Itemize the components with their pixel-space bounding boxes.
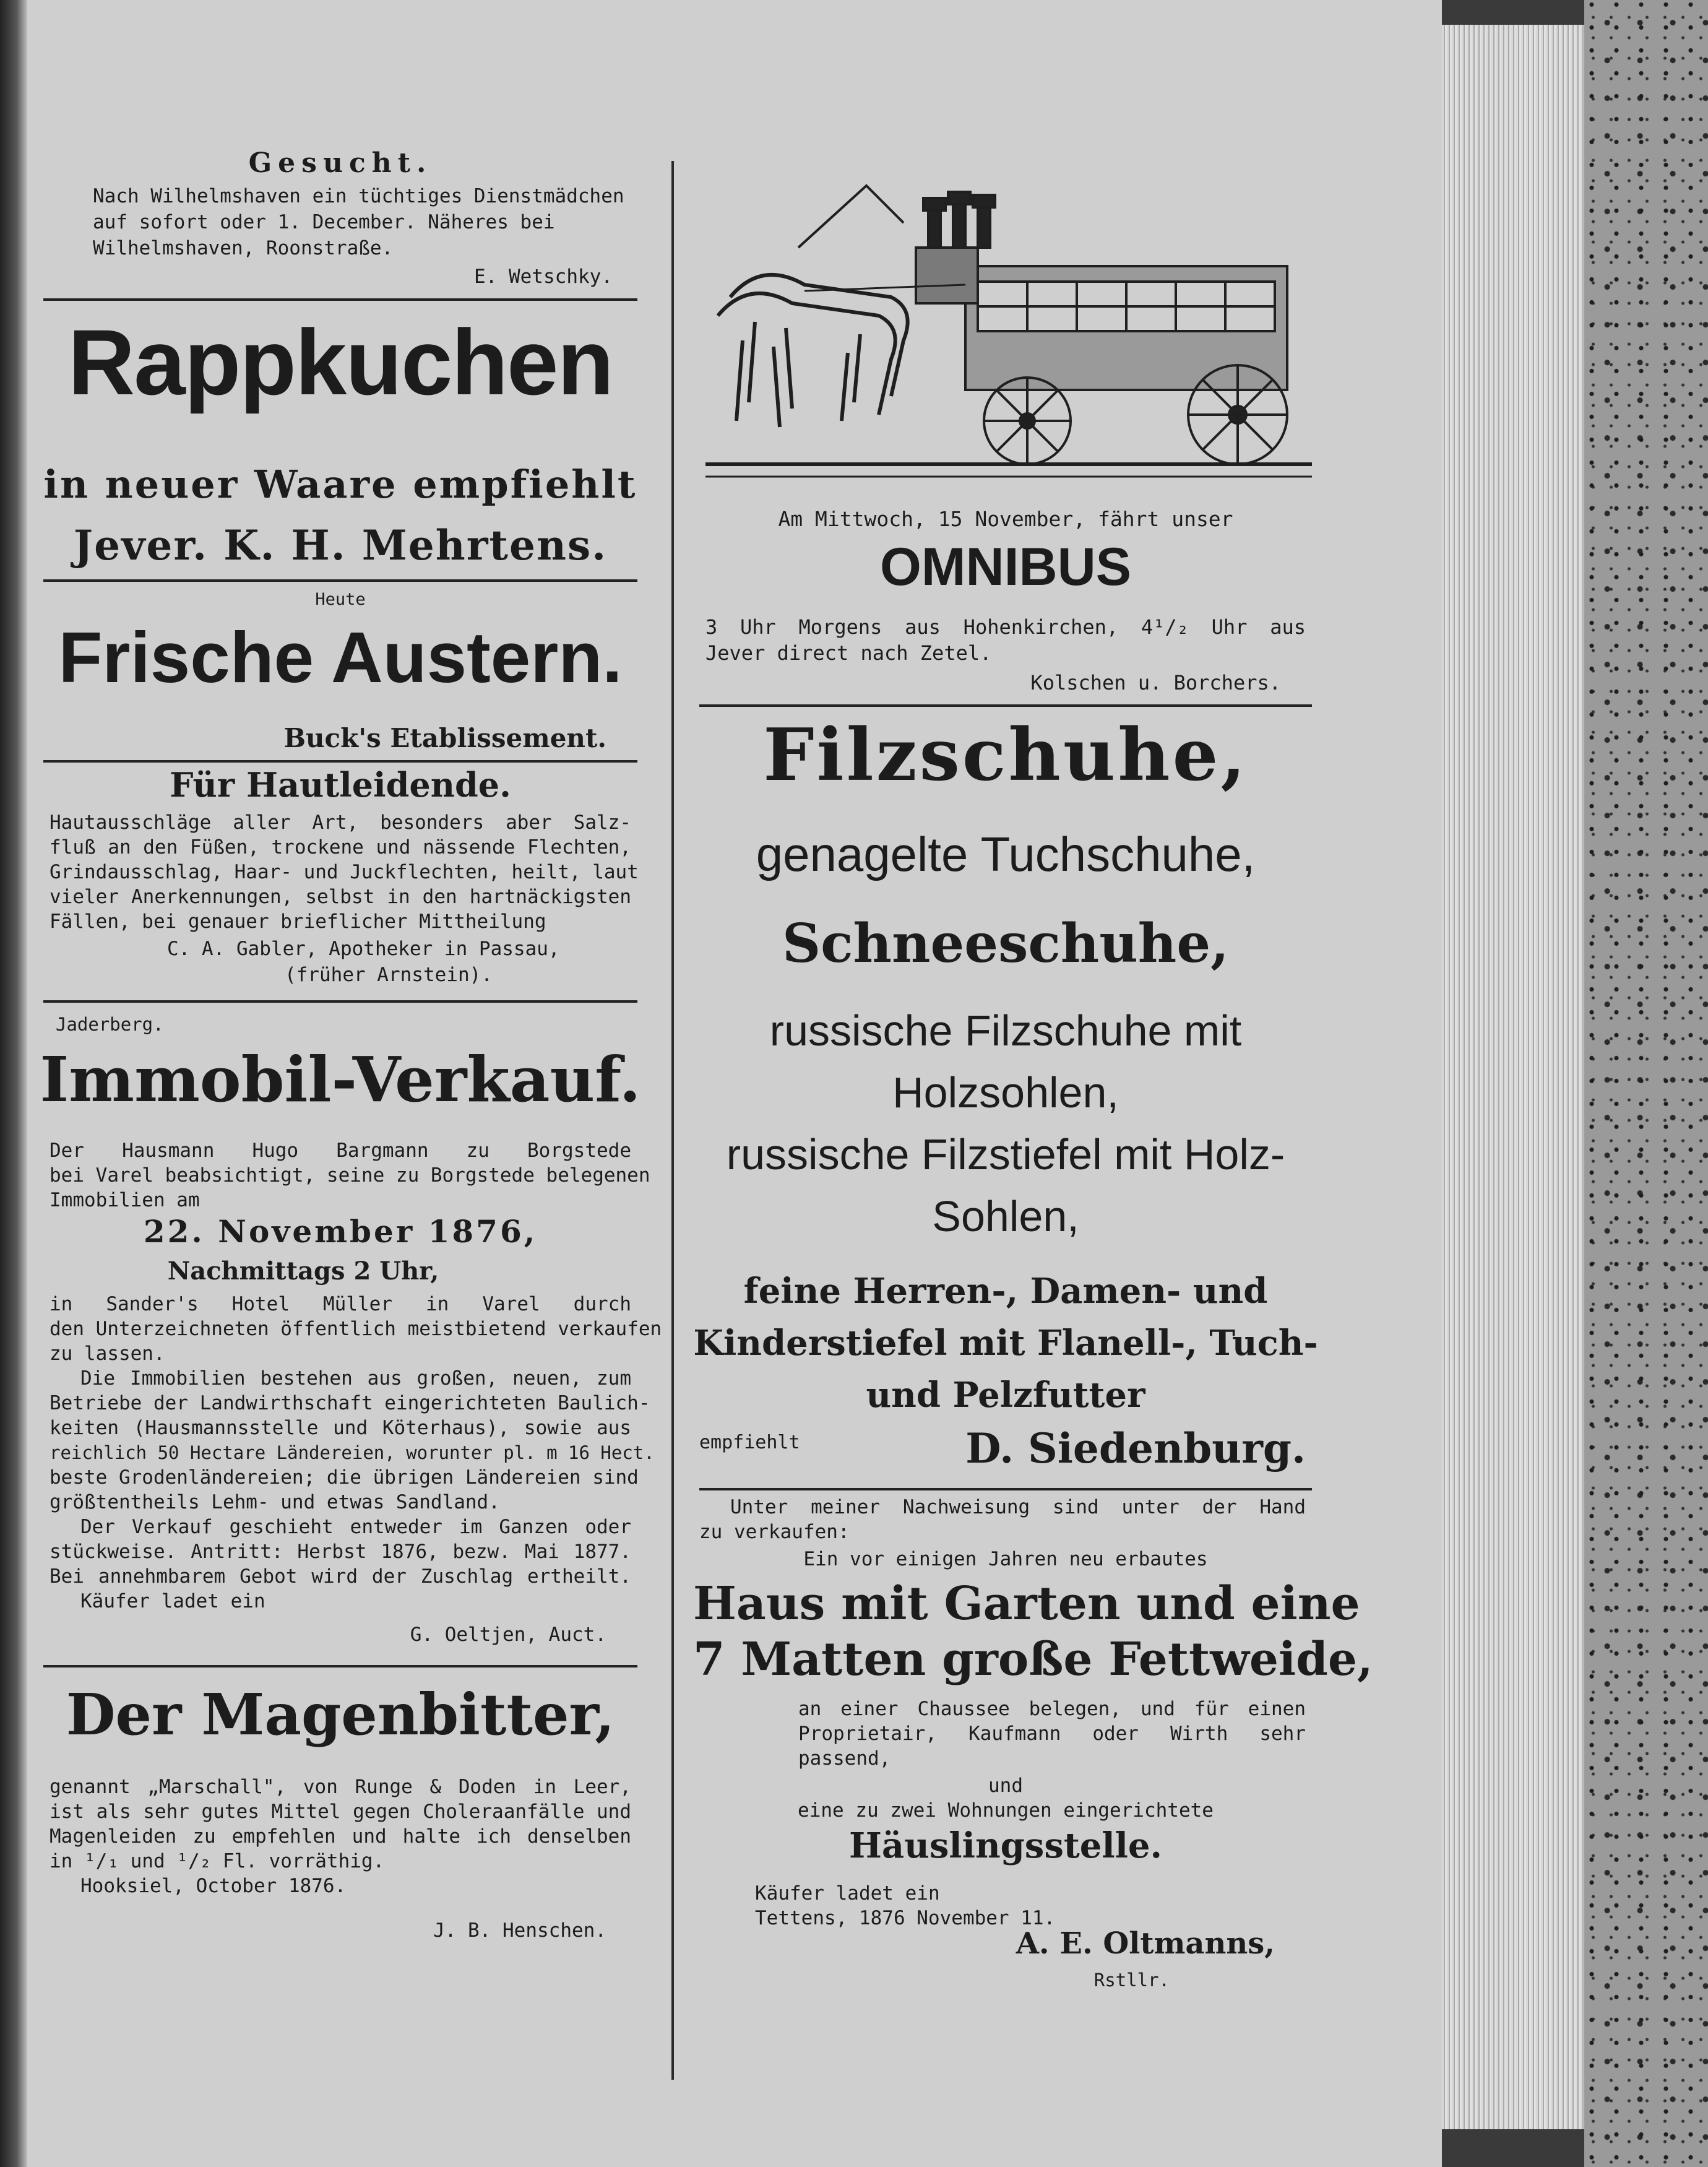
right-column — [693, 0, 1373, 2167]
filzschuhe-line: russische Filzschuhe mit — [769, 1006, 1242, 1055]
immobil-body-line: reichlich 50 Hectare Ländereien, worunter pl. m 16 Hect. — [50, 1442, 655, 1463]
rappkuchen-line: in neuer Waare empfiehlt — [43, 462, 637, 507]
omnibus-line: 3 Uhr Morgens aus Hohenkirchen, 4¹/₂ Uhr aus — [705, 615, 1306, 639]
haus-desc: an einer Chaussee belegen, und für einen — [798, 1698, 1306, 1720]
section-rule — [43, 1665, 637, 1667]
immobil-body-line: zu lassen. — [50, 1343, 165, 1365]
hautleidende-line: fluß an den Füßen, trockene und nässende Flechten, — [50, 836, 631, 859]
gesucht-line: Nach Wilhelmshaven ein tüchtiges Dienstmädchen — [93, 185, 624, 207]
haus-und: und — [988, 1775, 1023, 1797]
magenbitter-line: in ¹/₁ und ¹/₂ Fl. vorräthig. — [50, 1850, 385, 1872]
immobil-body-line: keiten (Hausmannsstelle und Köterhaus), sowie aus — [50, 1417, 631, 1439]
immobil-title: Immobil-Verkauf. — [40, 1043, 641, 1116]
book-cover-edge — [1584, 0, 1708, 2167]
immobil-intro-line: Der Hausmann Hugo Bargmann zu Borgstede — [50, 1140, 631, 1162]
immobil-place: Jaderberg. — [56, 1014, 164, 1035]
filzschuhe-line: Sohlen, — [932, 1192, 1079, 1240]
filzschuhe-signature: D. Siedenburg. — [965, 1424, 1306, 1473]
magenbitter-signature: J. B. Henschen. — [433, 1919, 606, 1942]
immobil-body-line: Die Immobilien bestehen aus großen, neuen, zum — [80, 1367, 631, 1390]
binding-gutter — [0, 0, 27, 2167]
austern-title: Frische Austern. — [58, 617, 623, 698]
hautleidende-title: Für Hautleidende. — [170, 765, 511, 805]
haus-signature-title: Rstllr. — [1093, 1970, 1170, 1991]
rappkuchen-title: Rappkuchen — [67, 310, 613, 414]
rappkuchen-vendor: Jever. K. H. Mehrtens. — [73, 521, 608, 569]
hautleidende-signature-2: (früher Arnstein). — [285, 964, 493, 986]
omnibus-caption: Am Mittwoch, 15 November, fährt unser — [778, 507, 1233, 531]
immobil-body-line: stückweise. Antritt: Herbst 1876, bezw. Mai 1877. — [50, 1541, 631, 1563]
immobil-body-line: den Unterzeichneten öffentlich meistbietend verkaufen — [50, 1318, 662, 1340]
magenbitter-line: Magenleiden zu empfehlen und halte ich denselben — [50, 1825, 631, 1848]
haus-signature: A. E. Oltmanns, — [1016, 1926, 1275, 1961]
magenbitter-line: ist als sehr gutes Mittel gegen Choleraanfälle und — [50, 1801, 631, 1823]
filzschuhe-line: und Pelzfutter — [866, 1375, 1145, 1416]
filzschuhe-line: genagelte Tuchschuhe, — [756, 827, 1256, 881]
immobil-body-line: größtentheils Lehm- und etwas Sandland. — [50, 1491, 500, 1513]
hautleidende-line: Grindausschlag, Haar- und Juckflechten, heilt, laut — [50, 861, 639, 883]
hautleidende-line: vieler Anerkennungen, selbst in den hartnäckigsten — [50, 886, 631, 908]
immobil-intro-line: bei Varel beabsichtigt, seine zu Borgstede belegenen — [50, 1164, 650, 1187]
haus-intro: zu verkaufen: — [699, 1521, 850, 1543]
immobil-body-line: Bei annehmbarem Gebot wird der Zuschlag ertheilt. — [50, 1565, 631, 1588]
gesucht-title: Gesucht. — [248, 147, 433, 179]
gesucht-signature: E. Wetschky. — [474, 266, 613, 288]
immobil-body-line: beste Grodenländereien; die übrigen Ländereien sind — [50, 1466, 639, 1489]
austern-signature: Buck's Etablissement. — [283, 723, 606, 753]
haus-intro: Unter meiner Nachweisung sind unter der Hand — [730, 1496, 1306, 1518]
austern-kicker: Heute — [315, 590, 366, 609]
immobil-body-line: Käufer ladet ein — [80, 1590, 265, 1612]
haus-desc: Proprietair, Kaufmann oder Wirth sehr — [798, 1723, 1306, 1745]
filzschuhe-line: Kinderstiefel mit Flanell-, Tuch- — [693, 1323, 1318, 1364]
magenbitter-line: Hooksiel, October 1876. — [80, 1875, 347, 1897]
section-rule — [699, 1488, 1312, 1490]
haus-intro: Ein vor einigen Jahren neu erbautes — [803, 1548, 1208, 1570]
haus-closing: Käufer ladet ein — [755, 1882, 940, 1905]
immobil-date: 22. November 1876, — [143, 1213, 538, 1250]
filzschuhe-line: Holzsohlen, — [892, 1068, 1119, 1117]
hautleidende-signature: C. A. Gabler, Apotheker in Passau, — [167, 938, 560, 960]
magenbitter-line: genannt „Marschall", von Runge & Doden in Leer, — [50, 1776, 631, 1798]
omnibus-title: OMNIBUS — [879, 537, 1132, 597]
immobil-time: Nachmittags 2 Uhr, — [167, 1257, 439, 1286]
haus-title: 7 Matten große Fettweide, — [693, 1633, 1373, 1686]
section-rule — [699, 704, 1312, 707]
gesucht-line: auf sofort oder 1. December. Näheres bei — [93, 211, 555, 233]
magenbitter-title: Der Magenbitter, — [66, 1681, 615, 1748]
omnibus-signature: Kolschen u. Borchers. — [1030, 671, 1281, 694]
immobil-signature: G. Oeltjen, Auct. — [410, 1624, 606, 1646]
filzschuhe-recommends: empfiehlt — [699, 1432, 800, 1453]
hautleidende-line: Fällen, bei genauer brieflicher Mittheilung — [50, 910, 546, 933]
immobil-intro-line: Immobilien am — [50, 1189, 200, 1211]
section-rule — [43, 1000, 637, 1003]
book-fore-edge — [1442, 25, 1590, 2129]
haus-closing: Tettens, 1876 November 11. — [755, 1907, 1056, 1929]
section-rule — [43, 298, 637, 301]
haus-desc: passend, — [798, 1747, 891, 1770]
haus-title: Haus mit Garten und eine — [693, 1577, 1360, 1630]
filzschuhe-line: Schneeschuhe, — [782, 912, 1229, 975]
immobil-body-line: Der Verkauf geschieht entweder im Ganzen oder — [80, 1516, 631, 1538]
immobil-body-line: Betriebe der Landwirthschaft eingerichteten Baulich- — [50, 1392, 650, 1414]
section-rule — [43, 760, 637, 763]
haus-second: eine zu zwei Wohnungen eingerichtete — [798, 1799, 1214, 1822]
filzschuhe-line: russische Filzstiefel mit Holz- — [726, 1130, 1285, 1179]
omnibus-line: Jever direct nach Zetel. — [705, 641, 992, 665]
hautleidende-line: Hautausschläge aller Art, besonders aber Salz- — [50, 811, 631, 834]
gesucht-line: Wilhelmshaven, Roonstraße. — [93, 237, 394, 259]
section-rule — [43, 579, 637, 582]
haus-title-2: Häuslingsstelle. — [848, 1825, 1163, 1866]
immobil-body-line: in Sander's Hotel Müller in Varel durch — [50, 1293, 631, 1315]
filzschuhe-line: feine Herren-, Damen- und — [743, 1271, 1268, 1312]
column-divider — [671, 161, 674, 2080]
filzschuhe-title: Filzschuhe, — [763, 713, 1248, 797]
left-column — [37, 0, 662, 2167]
